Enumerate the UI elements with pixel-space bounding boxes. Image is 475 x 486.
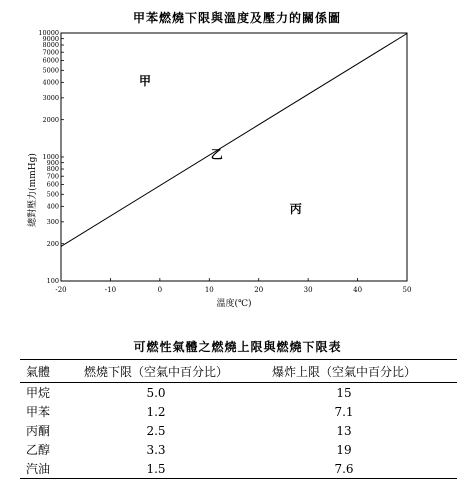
y-tick-label: 3000: [42, 94, 59, 103]
y-tick-label: 6000: [42, 56, 59, 65]
table-header-row: [20, 360, 457, 383]
y-tick-label: 7000: [42, 48, 59, 57]
y-tick-label: 9000: [42, 34, 59, 43]
lower-limit: 3.3: [146, 442, 166, 457]
x-axis-label: 溫度(℃): [216, 299, 252, 309]
x-tick-label: -10: [104, 286, 117, 294]
x-tick-label: 20: [254, 286, 264, 294]
x-tick-label: -20: [55, 286, 67, 294]
table-title: 可燃性氣體之燃燒上限與燃燒下限表: [133, 340, 342, 354]
y-tick-label: 900: [46, 158, 59, 167]
lower-limit: 1.5: [81, 459, 231, 479]
x-tick-label: 50: [402, 286, 412, 294]
y-tick-label: 400: [46, 202, 59, 211]
header-gas: 氣體: [20, 360, 81, 383]
lower-limit: 1.2: [146, 404, 166, 419]
table-row: [20, 459, 457, 479]
gas-name: 甲烷: [26, 386, 51, 400]
x-tick-label: 10: [204, 286, 214, 294]
y-tick-label: 600: [46, 180, 59, 189]
region-label: 丙: [289, 202, 302, 217]
lower-limit: 5.0: [146, 385, 166, 400]
y-tick-label: 4000: [42, 78, 59, 87]
gas-name: 汽油: [20, 459, 81, 479]
y-tick-label: 300: [46, 218, 59, 227]
gas-name: 乙醇: [26, 443, 51, 457]
y-tick-label: 10000: [38, 29, 59, 38]
y-tick-label: 500: [46, 190, 59, 199]
y-tick-label: 800: [46, 165, 59, 174]
region-label: 甲: [139, 74, 152, 89]
y-tick-label: 100: [46, 277, 59, 286]
series: [61, 34, 407, 247]
table-row: [20, 440, 457, 459]
lower-limit: 2.5: [146, 423, 166, 438]
upper-limit: 7.6: [231, 459, 457, 479]
annotations: [139, 74, 302, 216]
y-tick-label: 2000: [42, 115, 59, 124]
upper-limit: 7.1: [334, 404, 354, 419]
x-tick-label: 30: [303, 286, 313, 294]
x-tick-label: 0: [157, 286, 163, 294]
y-tick-label: 8000: [42, 41, 59, 50]
x-tick-label: 40: [353, 286, 363, 294]
chart-title: 甲苯燃燒下限與溫度及壓力的關係圖: [132, 11, 342, 25]
region-label: 乙: [210, 147, 223, 162]
table-row: [20, 402, 457, 421]
y-tick-label: 1000: [42, 153, 59, 162]
upper-limit: 19: [336, 442, 352, 457]
y-tick-label: 700: [46, 172, 59, 181]
flammability-table: [20, 359, 457, 479]
y-tick-label: 5000: [42, 66, 59, 75]
header-lower-limit: 燃燒下限（空氣中百分比）: [81, 360, 231, 383]
table-row: [20, 383, 457, 403]
header-upper-limit: 爆炸上限（空氣中百分比）: [231, 360, 457, 383]
upper-limit: 15: [336, 385, 352, 400]
upper-limit: 13: [336, 423, 352, 438]
gas-name: 丙酮: [26, 424, 51, 438]
table-row: [20, 421, 457, 440]
y-axis-label: 總對壓力(mmHg): [28, 153, 38, 227]
gas-name: 甲苯: [26, 405, 51, 419]
x-axis: [55, 278, 411, 294]
y-axis: [38, 29, 64, 285]
series-line: [61, 34, 407, 247]
plot-frame: [61, 33, 407, 281]
y-tick-label: 200: [46, 239, 59, 248]
